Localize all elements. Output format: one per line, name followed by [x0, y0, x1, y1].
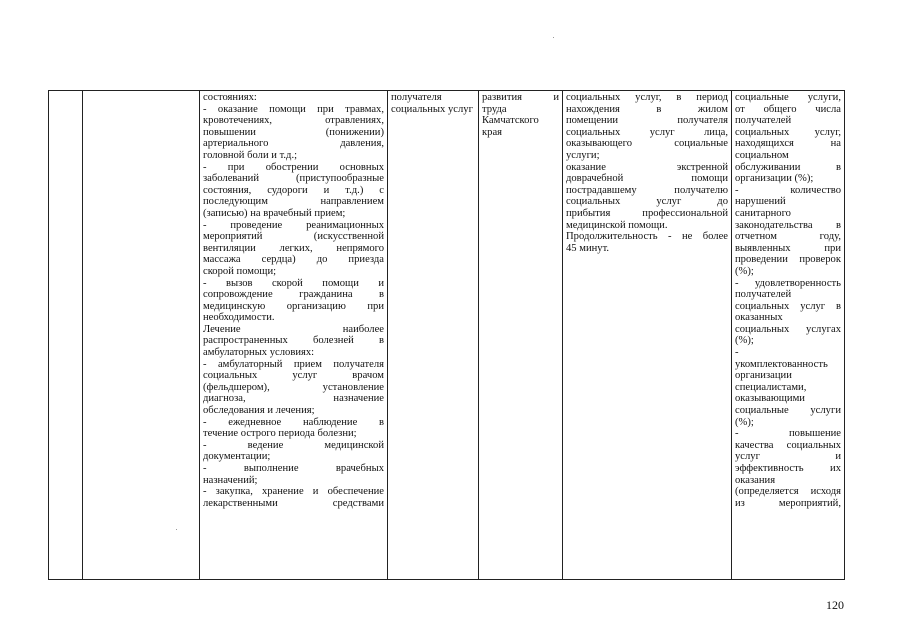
cell-text-line: повышении (понижении)	[203, 126, 384, 138]
scan-speck	[553, 37, 554, 38]
cell-text-line: социальных услуг в	[735, 300, 841, 312]
cell-text-line: социальных услуг до	[566, 196, 728, 208]
cell-text-line: социальные услуги,	[735, 92, 841, 103]
cell-text-line: - оказание помощи при травмах,	[203, 103, 384, 115]
col-service-description-cell	[200, 91, 388, 580]
cell-text-line: услуги;	[566, 149, 600, 161]
cell-text-line: - проведение реанимационных	[203, 219, 384, 231]
cell-text-line: из мероприятий,	[735, 497, 841, 509]
cell-text-line: социальных услуг врачом	[203, 370, 384, 382]
cell-text-line: головной боли и т.д.;	[203, 149, 298, 161]
cell-text-line: вентиляции легких, непрямого	[203, 242, 384, 254]
services-table	[48, 90, 845, 580]
cell-text-line: обследования и лечения;	[203, 405, 315, 417]
cell-text-line: кровотечениях, отравлениях,	[203, 115, 384, 127]
cell-text-line: законодательства в	[735, 219, 841, 231]
cell-text-line: от общего числа	[735, 103, 841, 115]
cell-text-line: - выполнение врачебных	[203, 463, 384, 474]
cell-text-line: специалистами,	[735, 381, 807, 393]
col-terms-cell	[563, 91, 732, 580]
cell-text-line: медицинскую организацию при	[203, 300, 384, 312]
cell-text-line: - вызов скорой помощи и	[203, 277, 384, 289]
cell-text-line: выявленных при	[735, 242, 841, 254]
col-authority-cell	[479, 91, 563, 580]
cell-text-line: социальном	[735, 149, 789, 161]
cell-text-line: - амбулаторный прием получателя	[203, 358, 384, 370]
cell-text-line: проведении проверок	[735, 254, 841, 266]
cell-text-line: состояниях:	[203, 92, 257, 103]
cell-text-line: назначений;	[203, 474, 258, 486]
page-number: 120	[826, 598, 844, 612]
cell-text-line: диагноза, назначение	[203, 393, 384, 405]
cell-text-line: мероприятий (искусственной	[203, 231, 384, 243]
cell-text-line: амбулаторных условиях:	[203, 347, 315, 359]
cell-text-line: документации;	[203, 451, 271, 463]
cell-text-line: оказание экстренной	[566, 161, 728, 173]
cell-text-line: социальных услуг	[391, 103, 473, 115]
cell-text-line: находящихся на	[735, 138, 841, 150]
cell-text-line: оказанных	[735, 312, 783, 324]
cell-text-line: укомплектованность	[735, 358, 828, 370]
cell-text-line: Лечение наиболее	[203, 323, 384, 335]
cell-text-line: скорой помощи;	[203, 265, 277, 277]
cell-text-line: нарушений	[735, 196, 786, 208]
col-service-name-cell	[83, 91, 200, 580]
cell-text-line: массажа сердца) до приезда	[203, 254, 384, 266]
cell-text-line: (%);	[735, 265, 754, 277]
cell-text-line: - ежедневное наблюдение в	[203, 416, 384, 428]
cell-text-line: получателя	[391, 92, 442, 103]
cell-text-line: социальных услугах	[735, 323, 841, 335]
cell-text-line: заболеваний (приступообразные	[203, 173, 384, 185]
cell-text-line: - количество	[735, 184, 841, 196]
cell-text-line: 45 минут.	[566, 242, 610, 254]
cell-text-line: - ведение медицинской	[203, 439, 384, 451]
cell-text-line: (фельдшером), установление	[203, 381, 384, 393]
cell-text-line: - повышение	[735, 428, 841, 440]
cell-text-line: медицинской помощи.	[566, 219, 668, 231]
cell-text-line: доврачебной помощи	[566, 173, 728, 185]
cell-text-line: получателей	[735, 115, 792, 127]
cell-text-line: оказания	[735, 474, 776, 486]
cell-text-line: пострадавшему получателю	[566, 184, 728, 196]
cell-text-line: необходимости.	[203, 312, 275, 324]
table-row	[49, 91, 845, 580]
cell-text-line: лекарственными средствами	[203, 497, 384, 509]
cell-text-line: организации (%);	[735, 173, 814, 185]
cell-text-line: распространенных болезней в	[203, 335, 384, 347]
scan-speck	[176, 529, 177, 530]
col-recipient-cell	[388, 91, 479, 580]
cell-text-line: (%);	[735, 335, 754, 347]
cell-text-line: прибытия профессиональной	[566, 207, 728, 219]
cell-text-line: -	[735, 347, 739, 359]
col-quality-indicators-cell	[732, 91, 845, 580]
cell-text-line: состояния, судороги и т.д.) с	[203, 184, 384, 196]
cell-text-line: Камчатского	[482, 115, 539, 127]
cell-text-line: развития и	[482, 92, 559, 103]
cell-text-line: социальных услуг лица,	[566, 126, 728, 138]
cell-text-line: эффективность их	[735, 463, 841, 474]
cell-text-line: (определяется исходя	[735, 486, 841, 498]
cell-text-line: (%);	[735, 416, 754, 428]
col-number-cell	[49, 91, 83, 580]
cell-text-line: обслуживании в	[735, 161, 841, 173]
cell-text-line: социальных услуг, в период	[566, 92, 728, 103]
cell-text-line: артериального давления,	[203, 138, 384, 150]
cell-text-line: санитарного	[735, 207, 791, 219]
cell-text-line: получателей	[735, 289, 792, 301]
cell-text-line: последующим направлением	[203, 196, 384, 208]
cell-text-line: течение острого периода болезни;	[203, 428, 357, 440]
cell-text-line: края	[482, 126, 503, 138]
cell-text-line: оказывающими	[735, 393, 805, 405]
cell-text-line: качества социальных	[735, 439, 841, 451]
cell-text-line: услуг и	[735, 451, 841, 463]
cell-text-line: социальных услуг,	[735, 126, 841, 138]
cell-text-line: помещении получателя	[566, 115, 728, 127]
cell-text-line: - удовлетворенность	[735, 277, 841, 289]
cell-text-line: (записью) на врачебный прием;	[203, 207, 346, 219]
cell-text-line: нахождения в жилом	[566, 103, 728, 115]
cell-text-line: социальные услуги	[735, 405, 841, 417]
cell-text-line: - при обострении основных	[203, 161, 384, 173]
cell-text-line: оказывающего социальные	[566, 138, 728, 150]
cell-text-line: организации	[735, 370, 792, 382]
cell-text-line: - закупка, хранение и обеспечение	[203, 486, 384, 498]
cell-text-line: отчетном году,	[735, 231, 841, 243]
cell-text-line: сопровождение гражданина в	[203, 289, 384, 301]
cell-text-line: труда	[482, 103, 507, 115]
cell-text-line: Продолжительность - не более	[566, 231, 728, 243]
